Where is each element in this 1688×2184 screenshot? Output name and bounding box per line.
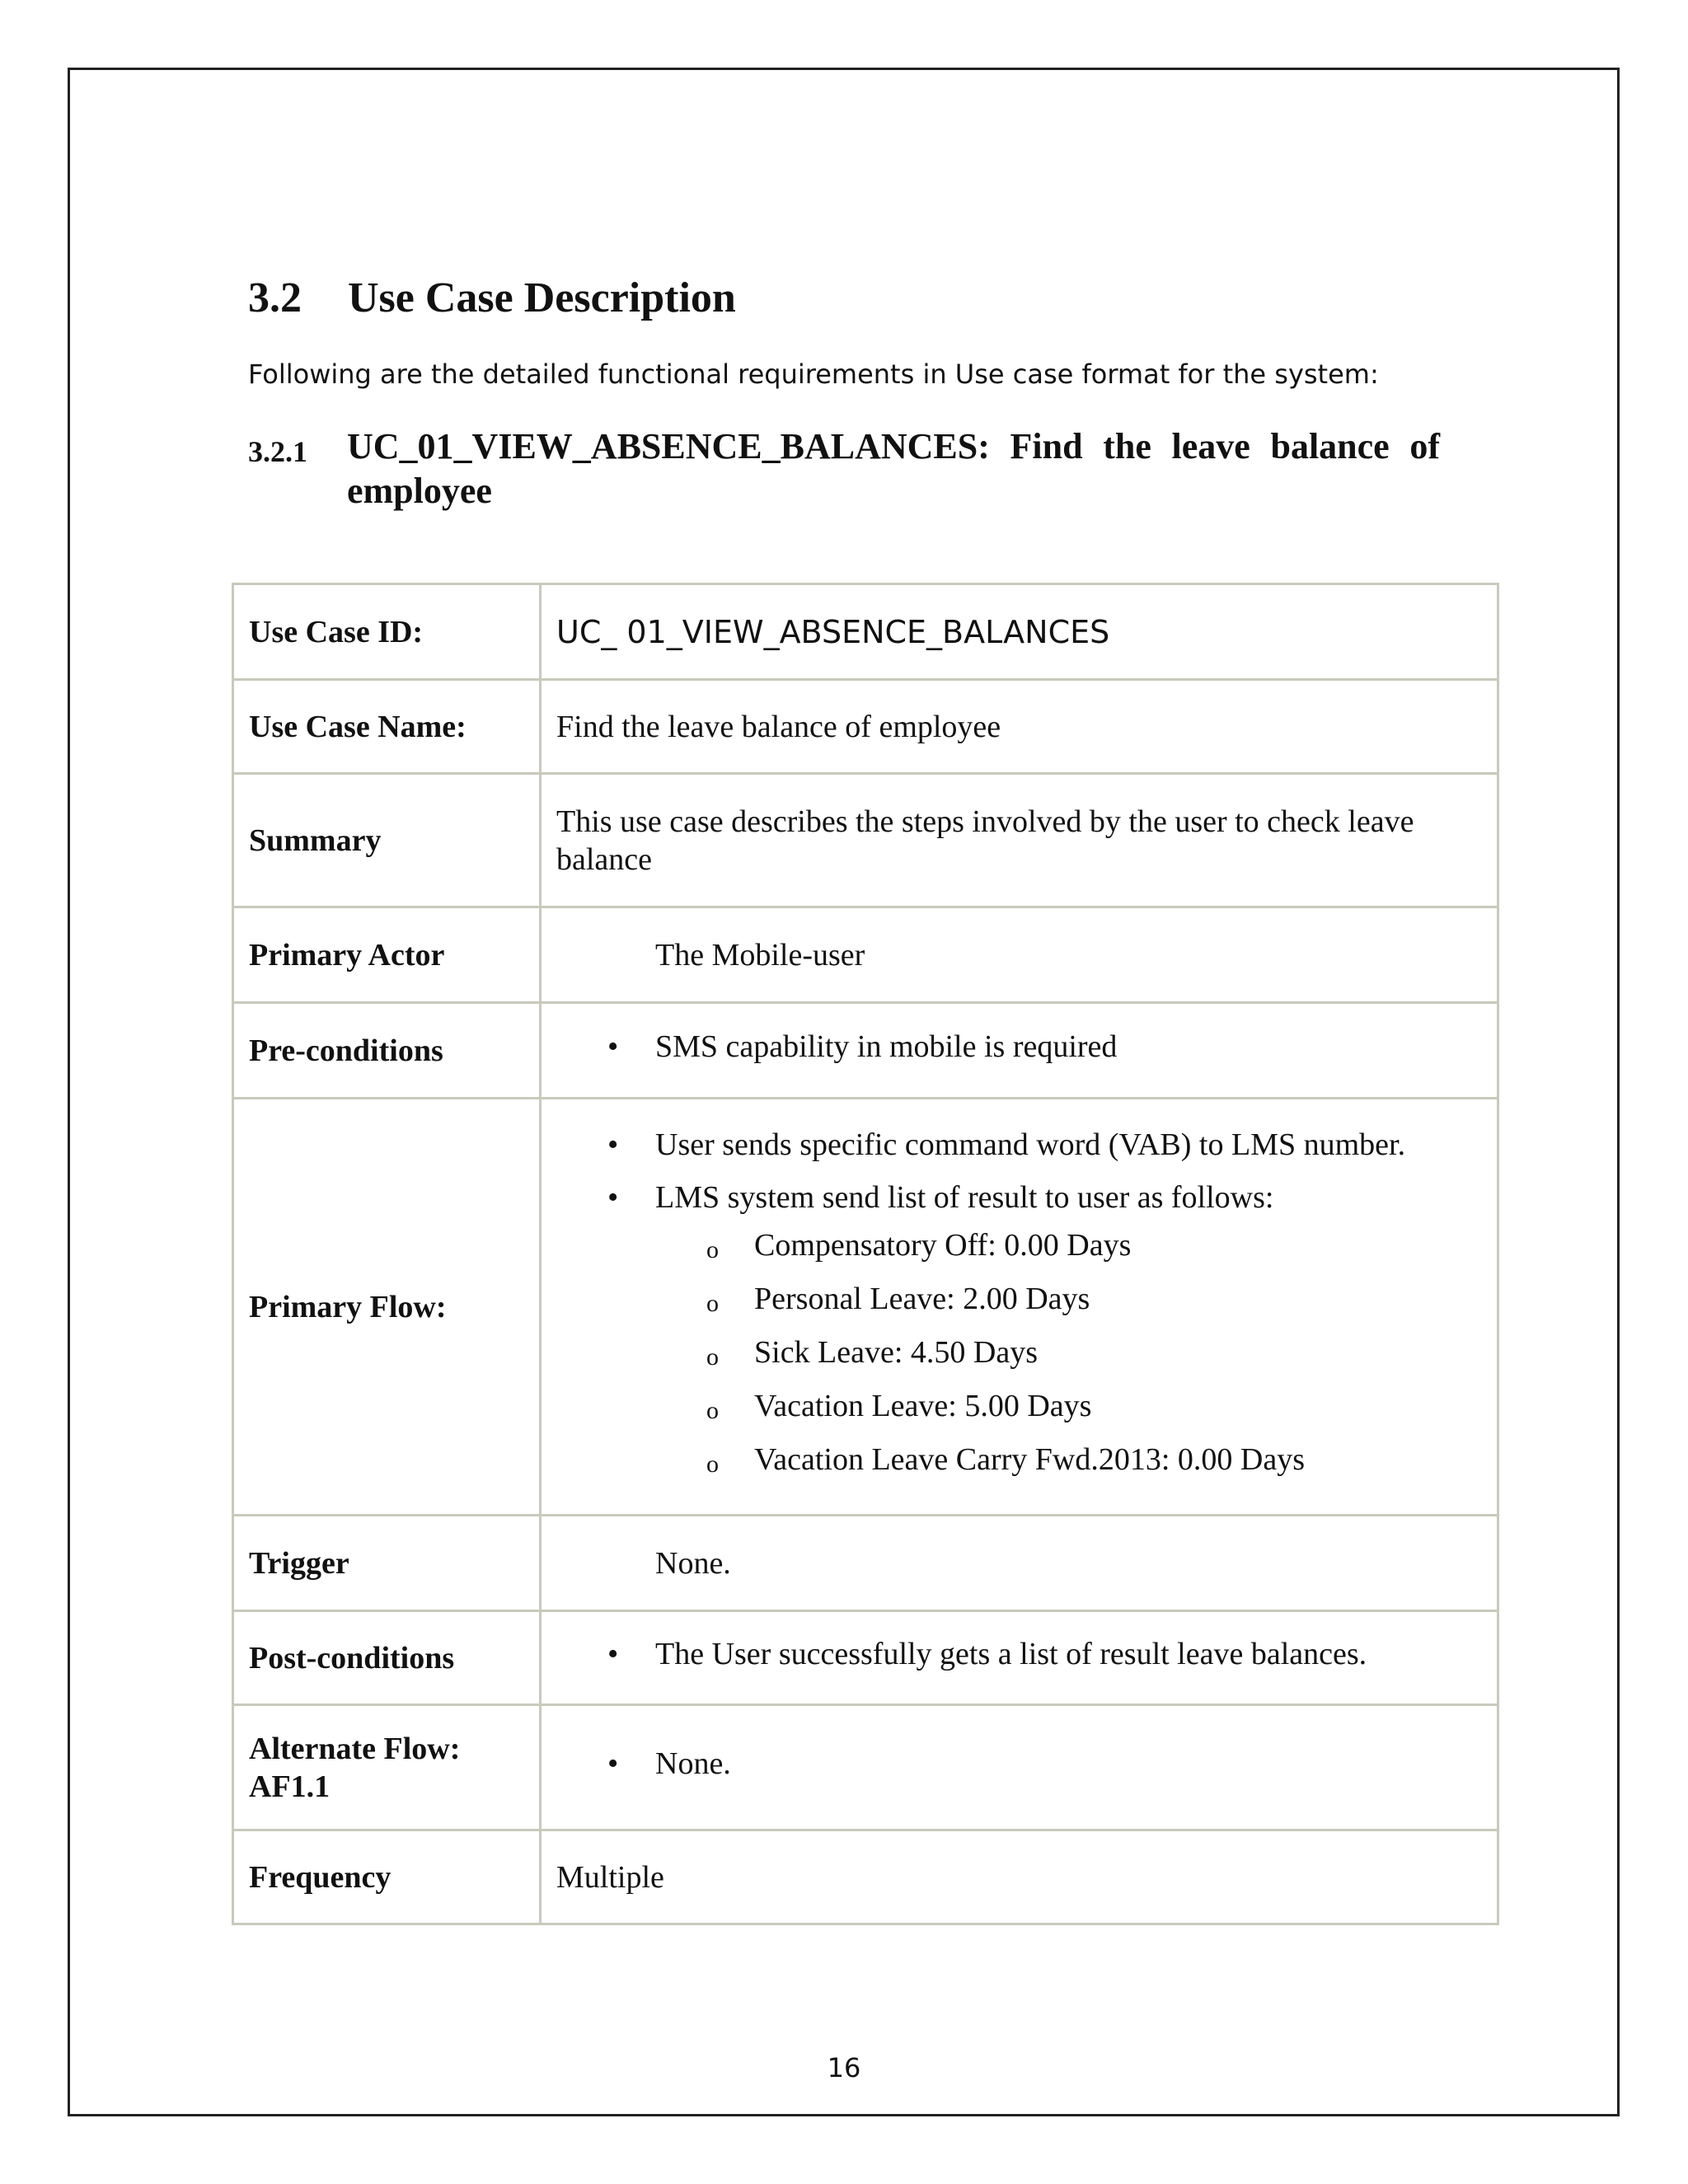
use-case-table <box>232 583 1499 1925</box>
section-number: 3.2 <box>248 274 302 321</box>
table-row-use-case-id <box>233 584 1498 680</box>
trigger-value-cell <box>541 1516 1498 1611</box>
table-row-use-case-name <box>233 680 1498 774</box>
table-row-preconditions <box>233 1003 1498 1099</box>
list-item: • User sends specific command word (VAB) to LMS number. <box>556 1126 1482 1164</box>
primary-actor-value-cell <box>541 907 1498 1003</box>
table-row-alternate-flow <box>233 1705 1498 1830</box>
subsection-title: UC_01_VIEW_ABSENCE_BALANCES: Find the leave balance of employee <box>347 426 1440 511</box>
alternate-flow-list <box>556 1745 1482 1783</box>
postconditions-value-cell <box>541 1611 1498 1705</box>
use-case-name-label: Use Case Name: <box>233 680 541 774</box>
use-case-name-value: Find the leave balance of employee <box>541 680 1498 774</box>
preconditions-label: Pre-conditions <box>233 1003 541 1099</box>
postconditions-list <box>556 1635 1482 1673</box>
primary-actor-value: The Mobile-user <box>655 937 865 972</box>
leave-balance-item: o Personal Leave: 2.00 Days <box>655 1280 1482 1318</box>
list-item: • SMS capability in mobile is required <box>556 1028 1482 1066</box>
list-item <box>556 1179 1482 1479</box>
preconditions-list <box>556 1028 1482 1066</box>
table-row-trigger <box>233 1516 1498 1611</box>
list-item: • The User successfully gets a list of result leave balances. <box>556 1635 1482 1673</box>
primary-flow-label: Primary Flow: <box>233 1099 541 1516</box>
primary-flow-steps <box>556 1126 1482 1479</box>
page-number: 16 <box>827 2052 861 2083</box>
table-row-frequency <box>233 1830 1498 1924</box>
section-heading <box>248 274 736 322</box>
leave-balance-results <box>655 1226 1482 1479</box>
leave-balance-item: o Sick Leave: 4.50 Days <box>655 1333 1482 1371</box>
leave-balance-item: o Vacation Leave: 5.00 Days <box>655 1387 1482 1425</box>
postconditions-label: Post-conditions <box>233 1611 541 1705</box>
trigger-value: None. <box>655 1545 731 1581</box>
alternate-flow-value-cell <box>541 1705 1498 1830</box>
step-text: LMS system send list of result to user as follows: <box>655 1180 1274 1215</box>
section-intro: Following are the detailed functional requirements in Use case format for the system: <box>248 359 1379 390</box>
table-row-summary <box>233 774 1498 907</box>
table-row-postconditions <box>233 1611 1498 1705</box>
table-row-primary-flow <box>233 1099 1498 1516</box>
summary-value: This use case describes the steps involved by the user to check leave balance <box>541 774 1498 907</box>
primary-flow-value-cell <box>541 1099 1498 1516</box>
alternate-flow-label: Alternate Flow: AF1.1 <box>233 1705 541 1830</box>
subsection-number: 3.2.1 <box>248 435 307 468</box>
leave-balance-item: o Compensatory Off: 0.00 Days <box>655 1226 1482 1264</box>
frequency-value: Multiple <box>541 1830 1498 1924</box>
use-case-id-value: UC_ 01_VIEW_ABSENCE_BALANCES <box>541 584 1498 680</box>
leave-balance-item: o Vacation Leave Carry Fwd.2013: 0.00 Days <box>655 1441 1482 1479</box>
section-title: Use Case Description <box>348 274 736 321</box>
list-item: • None. <box>556 1745 1482 1783</box>
primary-actor-label: Primary Actor <box>233 907 541 1003</box>
summary-label: Summary <box>233 774 541 907</box>
use-case-id-label: Use Case ID: <box>233 584 541 680</box>
frequency-label: Frequency <box>233 1830 541 1924</box>
trigger-label: Trigger <box>233 1516 541 1611</box>
table-row-primary-actor <box>233 907 1498 1003</box>
preconditions-value-cell <box>541 1003 1498 1099</box>
